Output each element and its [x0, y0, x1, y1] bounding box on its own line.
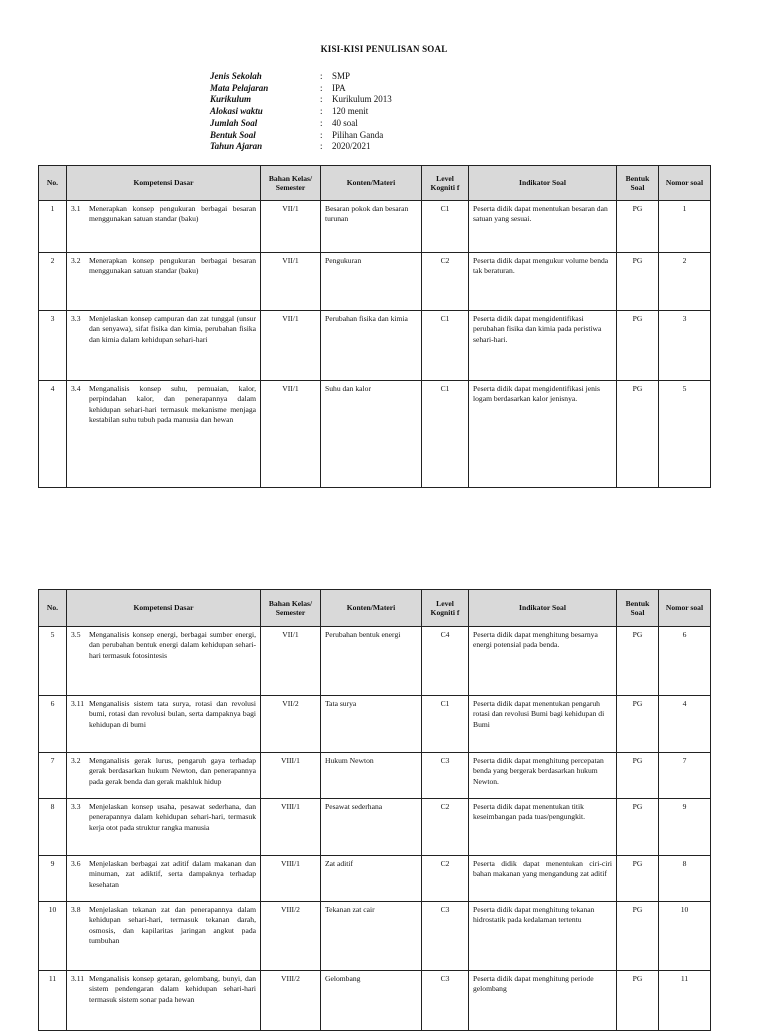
cell-competency: [67, 381, 261, 488]
cell-content: Hukum Newton: [321, 753, 422, 799]
meta-row-question-type: [210, 130, 392, 142]
cell-question-type: PG: [617, 753, 659, 799]
cell-cognitive-level: C1: [422, 311, 469, 381]
header-question-type: Bentuk Soal: [617, 166, 659, 201]
cell-question-number: 2: [659, 253, 711, 311]
competency-code: 3.5: [71, 630, 81, 639]
header-content: Konten/Materi: [321, 166, 422, 201]
cell-content: Perubahan bentuk energi: [321, 627, 422, 696]
cell-competency: [67, 253, 261, 311]
header-question-number: Nomor soal: [659, 166, 711, 201]
cell-competency: [67, 856, 261, 902]
header-cognitive-level: Level Kogniti f: [422, 590, 469, 627]
cell-question-type: PG: [617, 696, 659, 753]
table-row: [39, 799, 711, 856]
cell-indicator: Peserta didik dapat menentukan besaran dan satuan yang sesuai.: [469, 201, 617, 253]
header-content: Konten/Materi: [321, 590, 422, 627]
meta-label: Kurikulum: [210, 94, 252, 105]
meta-value: 2020/2021: [332, 141, 371, 152]
cell-indicator: Peserta didik dapat menentukan pengaruh rotasi dan revolusi Bumi bagi kehidupan di Bumi: [469, 696, 617, 753]
cell-no: 9: [39, 856, 67, 902]
meta-colon: :: [320, 71, 323, 81]
cell-no: 2: [39, 253, 67, 311]
competency-text: Menganalisis konsep getaran, gelombang, bunyi, dan sistem pendengaran dalam kehidupan sehari-hari termasuk sistem sonar pada hewan: [89, 974, 256, 1004]
cell-question-number: 11: [659, 971, 711, 1031]
header-indicator: Indikator Soal: [469, 590, 617, 627]
header-class-semester: Bahan Kelas/ Semester: [261, 166, 321, 201]
meta-row-question-count: [210, 118, 392, 130]
header-cognitive-level: Level Kogniti f: [422, 166, 469, 201]
cell-question-number: 10: [659, 902, 711, 971]
meta-row-subject: [210, 83, 392, 95]
competency-text: Menjelaskan tekanan zat dan penerapannya dalam kehidupan sehari-hari, termasuk tekanan darah, osmosis, dan kapilaritas jaringan angkut pada tumbuhan: [89, 905, 256, 946]
table-row: [39, 696, 711, 753]
meta-row-school-type: [210, 71, 392, 83]
cell-competency: [67, 753, 261, 799]
table-header-row: [39, 590, 711, 627]
cell-cognitive-level: C3: [422, 902, 469, 971]
header-no: No.: [39, 166, 67, 201]
competency-text: Menerapkan konsep pengukuran berbagai besaran menggunakan satuan standar (baku): [89, 204, 256, 224]
cell-cognitive-level: C1: [422, 696, 469, 753]
cell-content: Suhu dan kalor: [321, 381, 422, 488]
competency-text: Menjelaskan konsep campuran dan zat tunggal (unsur dan senyawa), sifat fisika dan kimia, perubahan fisika dan kimia dalam kehidupan sehari-hari: [89, 314, 256, 344]
cell-question-type: PG: [617, 381, 659, 488]
table-row: [39, 311, 711, 381]
cell-class-semester: VII/1: [261, 627, 321, 696]
table-row: [39, 971, 711, 1031]
cell-cognitive-level: C1: [422, 201, 469, 253]
cell-content: Pesawat sederhana: [321, 799, 422, 856]
cell-question-number: 8: [659, 856, 711, 902]
cell-no: 3: [39, 311, 67, 381]
competency-code: 3.2: [71, 756, 81, 765]
cell-question-type: PG: [617, 627, 659, 696]
cell-competency: [67, 902, 261, 971]
meta-row-school-year: [210, 141, 392, 153]
meta-value: 40 soal: [332, 117, 358, 128]
competency-code: 3.3: [71, 802, 81, 811]
cell-class-semester: VII/2: [261, 696, 321, 753]
cell-indicator: Peserta didik dapat menentukan titik keseimbangan pada tuas/pengungkit.: [469, 799, 617, 856]
meta-colon: :: [320, 94, 323, 105]
competency-code: 3.4: [71, 384, 81, 393]
competency-text: Menganalisis konsep suhu, pemuaian, kalor, perpindahan kalor, dan penerapannya dalam kehidupan sehari-hari termasuk mekanisme menjaga kestabilan suhu tubuh pada manusia dan hewan: [89, 384, 256, 425]
meta-value: Kurikulum 2013: [332, 94, 392, 105]
cell-no: 1: [39, 201, 67, 253]
table-header-row: [39, 166, 711, 201]
meta-row-time: [210, 106, 392, 118]
competency-code: 3.2: [71, 256, 81, 265]
competency-text: Menjelaskan berbagai zat aditif dalam makanan dan minuman, zat adiktif, serta dampaknya terhadap kesehatan: [89, 859, 256, 889]
cell-question-type: PG: [617, 799, 659, 856]
meta-colon: :: [320, 141, 323, 152]
header-competency: Kompetensi Dasar: [67, 590, 261, 627]
cell-no: 5: [39, 627, 67, 696]
cell-content: Pengukuran: [321, 253, 422, 311]
table-row: [39, 627, 711, 696]
meta-label: Bentuk Soal: [210, 129, 256, 140]
cell-class-semester: VIII/2: [261, 971, 321, 1031]
cell-content: Besaran pokok dan besaran turunan: [321, 201, 422, 253]
competency-code: 3.1: [71, 204, 81, 213]
cell-no: 10: [39, 902, 67, 971]
table-row: [39, 381, 711, 488]
cell-indicator: Peserta didik dapat menghitung percepatan benda yang bergerak berdasarkan hukum Newton.: [469, 753, 617, 799]
header-no: No.: [39, 590, 67, 627]
table-row: [39, 753, 711, 799]
cell-competency: [67, 696, 261, 753]
kisi-table-1: [38, 165, 711, 488]
meta-value: SMP: [332, 71, 351, 81]
cell-content: Tekanan zat cair: [321, 902, 422, 971]
cell-question-number: 6: [659, 627, 711, 696]
table-row: [39, 856, 711, 902]
meta-label: Mata Pelajaran: [210, 82, 269, 93]
cell-question-number: 4: [659, 696, 711, 753]
header-indicator: Indikator Soal: [469, 166, 617, 201]
competency-text: Menerapkan konsep pengukuran berbagai besaran menggunakan satuan standar (baku): [89, 256, 256, 276]
competency-text: Menganalisis sistem tata surya, rotasi dan revolusi bumi, rotasi dan revolusi bulan, serta dampaknya bagi kehidupan di bumi: [89, 699, 256, 729]
table-row: [39, 253, 711, 311]
cell-content: Perubahan fisika dan kimia: [321, 311, 422, 381]
cell-cognitive-level: C1: [422, 381, 469, 488]
cell-content: Zat aditif: [321, 856, 422, 902]
competency-code: 3.8: [71, 905, 81, 914]
cell-no: 11: [39, 971, 67, 1031]
table-row: [39, 201, 711, 253]
competency-code: 3.11: [71, 974, 85, 983]
cell-competency: [67, 311, 261, 381]
cell-competency: [67, 627, 261, 696]
competency-code: 3.6: [71, 859, 81, 868]
kisi-table-2: [38, 589, 711, 1031]
meta-value: Pilihan Ganda: [332, 129, 384, 140]
cell-cognitive-level: C3: [422, 971, 469, 1031]
meta-colon: :: [320, 129, 323, 140]
cell-no: 4: [39, 381, 67, 488]
header-competency: Kompetensi Dasar: [67, 166, 261, 201]
cell-indicator: Peserta didik dapat mengidentifikasi jenis logam berdasarkan kalor jenisnya.: [469, 381, 617, 488]
cell-cognitive-level: C3: [422, 753, 469, 799]
cell-cognitive-level: C2: [422, 253, 469, 311]
header-class-semester: Bahan Kelas/ Semester: [261, 590, 321, 627]
meta-row-curriculum: [210, 94, 392, 106]
cell-question-type: PG: [617, 902, 659, 971]
table-row: [39, 902, 711, 971]
document-title: KISI-KISI PENULISAN SOAL: [320, 44, 448, 54]
cell-class-semester: VII/1: [261, 201, 321, 253]
cell-class-semester: VII/1: [261, 253, 321, 311]
cell-no: 8: [39, 799, 67, 856]
header-question-type: Bentuk Soal: [617, 590, 659, 627]
cell-question-type: PG: [617, 311, 659, 381]
document-meta: [210, 71, 392, 153]
cell-question-type: PG: [617, 856, 659, 902]
competency-code: 3.3: [71, 314, 81, 323]
cell-indicator: Peserta didik dapat menghitung besarnya energi potensial pada benda.: [469, 627, 617, 696]
cell-class-semester: VII/1: [261, 381, 321, 488]
meta-colon: :: [320, 82, 323, 93]
cell-question-type: PG: [617, 253, 659, 311]
cell-content: Tata surya: [321, 696, 422, 753]
cell-no: 7: [39, 753, 67, 799]
cell-indicator: Peserta didik dapat menentukan ciri-ciri bahan makanan yang mengandung zat aditif: [469, 856, 617, 902]
cell-class-semester: VIII/2: [261, 902, 321, 971]
cell-indicator: Peserta didik dapat mengukur volume benda tak beraturan.: [469, 253, 617, 311]
cell-class-semester: VIII/1: [261, 856, 321, 902]
cell-indicator: Peserta didik dapat mengidentifikasi perubahan fisika dan kimia pada peristiwa sehari-hari.: [469, 311, 617, 381]
cell-class-semester: VIII/1: [261, 753, 321, 799]
meta-label: Tahun Ajaran: [210, 141, 263, 152]
meta-label: Jumlah Soal: [210, 117, 258, 128]
meta-label: Jenis Sekolah: [210, 71, 262, 81]
cell-cognitive-level: C4: [422, 627, 469, 696]
cell-question-number: 5: [659, 381, 711, 488]
cell-question-type: PG: [617, 201, 659, 253]
meta-value: IPA: [332, 82, 346, 93]
meta-colon: :: [320, 117, 323, 128]
competency-text: Menjelaskan konsep usaha, pesawat sederhana, dan penerapannya dalam kehidupan sehari-hari, termasuk kerja otot pada struktur rangka manusia: [89, 802, 256, 832]
cell-class-semester: VII/1: [261, 311, 321, 381]
competency-text: Menganalisis konsep energi, berbagai sumber energi, dan perubahan bentuk energi dalam kehidupan sehari-hari termasuk fotosintesis: [89, 630, 256, 660]
meta-value: 120 menit: [332, 106, 369, 117]
meta-colon: :: [320, 106, 323, 117]
cell-question-number: 1: [659, 201, 711, 253]
cell-question-number: 9: [659, 799, 711, 856]
cell-cognitive-level: C2: [422, 799, 469, 856]
cell-indicator: Peserta didik dapat menghitung tekanan hidrostatik pada kedalaman tertentu: [469, 902, 617, 971]
cell-no: 6: [39, 696, 67, 753]
cell-cognitive-level: C2: [422, 856, 469, 902]
cell-indicator: Peserta didik dapat menghitung periode gelombang: [469, 971, 617, 1031]
meta-label: Alokasi waktu: [210, 106, 263, 117]
cell-question-number: 7: [659, 753, 711, 799]
cell-competency: [67, 971, 261, 1031]
competency-text: Menganalisis gerak lurus, pengaruh gaya terhadap gerak berdasarkan hukum Newton, dan penerapannya pada gerak benda dan gerak makhluk hidup: [89, 756, 256, 786]
header-question-number: Nomor soal: [659, 590, 711, 627]
cell-competency: [67, 799, 261, 856]
cell-content: Gelombang: [321, 971, 422, 1031]
cell-question-type: PG: [617, 971, 659, 1031]
cell-question-number: 3: [659, 311, 711, 381]
competency-code: 3.11: [71, 699, 85, 708]
cell-class-semester: VIII/1: [261, 799, 321, 856]
cell-competency: [67, 201, 261, 253]
